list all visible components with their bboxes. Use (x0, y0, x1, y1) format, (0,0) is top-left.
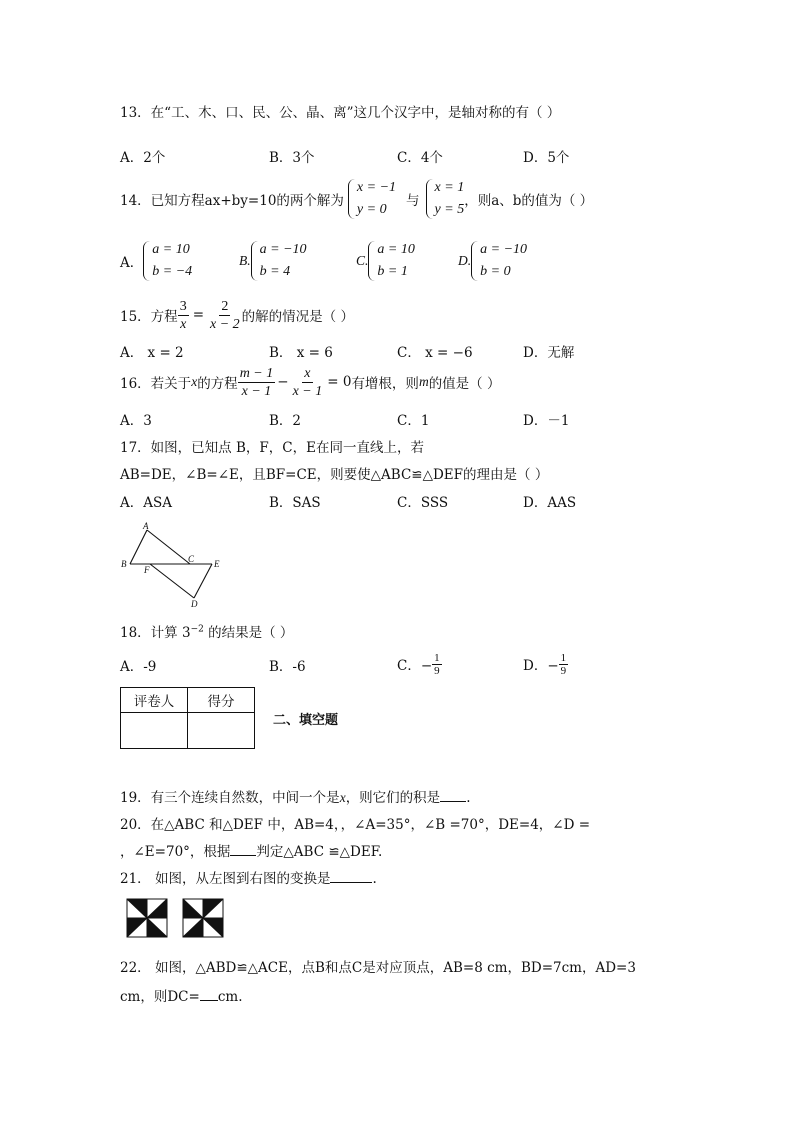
q17-label-b: B (121, 559, 127, 569)
q18-option-c-denominator: 9 (434, 664, 440, 677)
q15-option-a: A． x = 2 (120, 345, 184, 361)
q15-fraction-2-denominator: x − 2 (210, 316, 240, 332)
q21-stem (120, 867, 377, 887)
q14-stem-end: ，则a、b的值为（ ） (464, 193, 594, 209)
q15-stem (120, 296, 354, 334)
q16-option-b: B．2 (269, 413, 302, 429)
q14-option-b-row-2: b = 4 (259, 264, 291, 279)
q16-option-d: D．－1 (523, 413, 570, 429)
q19-stem-start: 19．有三个连续自然数，中间一个是 (120, 790, 340, 806)
q20-line-2-end: 判定△ABC ≌△DEF. (256, 844, 383, 860)
q16-minus: − (277, 374, 289, 390)
q18-option-c-label: C．− (397, 658, 433, 674)
q18-option-a: A．-9 (120, 659, 157, 675)
q16-stem (120, 362, 500, 402)
q18-option-c (397, 648, 442, 680)
q14-option-d-system (471, 239, 527, 283)
score-table-header-grader: 评卷人 (121, 688, 188, 713)
q17-segment-ac (147, 530, 190, 564)
section-2-title: 二、填空题 (273, 713, 339, 728)
q14-option-c (356, 238, 415, 284)
q14-option-b-label: B. (239, 253, 251, 268)
q14-option-a-row-2: b = −4 (152, 264, 193, 279)
q14-option-a-system (143, 239, 192, 283)
q18-option-d-numerator: 1 (560, 651, 567, 664)
q13-option-b: B．3个 (269, 150, 315, 166)
q22-line-1: 22． 如图，△ABD≌△ACE，点B和点C是对应顶点，AB=8 cm，BD=7cm，AD=3 (120, 960, 636, 976)
q14-stem-start: 14．已知方程ax+by=10的两个解为 (120, 193, 344, 209)
q17-label-d: D (191, 599, 198, 608)
q13-option-a: A．2个 (120, 150, 166, 166)
q17-label-f: F (144, 565, 150, 575)
q18-stem-start: 18．计算 3 (120, 625, 191, 641)
q16-option-a: A．3 (120, 413, 152, 429)
q14-option-d-label: D. (458, 253, 472, 268)
q18-stem (120, 621, 293, 641)
q15-stem-end: 的解的情况是（ ） (241, 309, 354, 325)
q22-line-2-end: cm. (217, 989, 243, 1005)
q18-option-d-label: D．− (523, 658, 559, 674)
q17-option-a: A．ASA (120, 495, 172, 511)
q17-option-d: D．AAS (523, 495, 577, 511)
q16-fraction-1 (238, 365, 276, 400)
q18-option-d (523, 648, 568, 680)
q17-line-1: 17．如图，已知点 B，F，C，E在同一直线上，若 (120, 440, 424, 456)
q18-option-d-denominator: 9 (560, 664, 567, 677)
q14-stem (120, 176, 593, 222)
q22-line-2-start: cm，则DC= (120, 989, 200, 1005)
q20-line-2 (120, 840, 382, 860)
q15-option-c: C． x = −6 (397, 345, 473, 361)
q14-system-1-row-2: y = 0 (356, 202, 387, 217)
q16-equals-zero: = 0 (327, 374, 352, 390)
q19-stem-middle: ，则它们的积是 (345, 790, 441, 806)
score-table (120, 687, 255, 749)
q16-stem-end: 的值是（ ） (428, 376, 501, 392)
q15-option-b: B． x = 6 (269, 345, 333, 361)
q15-option-d: D．无解 (523, 345, 575, 361)
q14-option-d-row-2: b = 0 (480, 264, 511, 279)
q22-answer-blank[interactable] (200, 1000, 218, 1001)
q14-option-d (458, 238, 527, 284)
q14-option-b (239, 238, 307, 284)
q17-segment-ed (194, 564, 212, 598)
q15-fraction-2-numerator: 2 (221, 298, 229, 314)
q16-fraction-2-denominator: x − 1 (292, 383, 323, 399)
q16-stem-start: 16．若关于 (120, 376, 192, 392)
q19-var-x: x (339, 790, 346, 805)
q14-option-c-system (368, 239, 414, 283)
q14-system-1 (348, 177, 396, 221)
q15-fraction-1 (178, 298, 189, 333)
q16-fraction-2 (291, 365, 325, 400)
score-table-header-score: 得分 (188, 688, 255, 713)
q13-option-c: C．4个 (397, 150, 443, 166)
q18-option-c-fraction (432, 652, 442, 677)
q17-option-b: B．SAS (269, 495, 321, 511)
q17-label-a: A (143, 521, 149, 531)
q21-left-pinwheel (125, 897, 169, 939)
q14-option-b-row-1: a = −10 (259, 242, 307, 257)
q14-option-c-row-1: a = 10 (377, 242, 415, 257)
q20-line-2-start: ，∠E=70°，根据 (120, 844, 231, 860)
q19-end: . (466, 790, 471, 806)
q15-fraction-2 (208, 298, 242, 333)
q21-end: . (372, 871, 377, 887)
q14-system-1-row-1: x = −1 (356, 180, 397, 195)
q14-option-a (120, 238, 192, 284)
q21-stem-text: 21． 如图，从左图到右图的变换是 (120, 871, 331, 887)
q17-segment-df (150, 564, 194, 598)
q18-option-b: B．-6 (269, 659, 306, 675)
q14-option-c-row-2: b = 1 (377, 264, 408, 279)
q17-segment-ab (130, 530, 147, 564)
q18-option-c-numerator: 1 (434, 651, 440, 664)
q19-stem (120, 786, 470, 806)
q21-answer-blank[interactable] (330, 882, 372, 883)
q16-stem-tail: 有增根，则 (351, 376, 419, 392)
q16-option-c: C．1 (397, 413, 430, 429)
q14-option-a-label: A． (120, 255, 144, 271)
q14-and: 与 (406, 193, 420, 209)
q16-stem-middle: 的方程 (197, 376, 238, 392)
q15-fraction-1-numerator: 3 (179, 298, 187, 314)
q14-system-2-row-1: x = 1 (434, 180, 465, 195)
q18-stem-end: 的结果是（ ） (203, 625, 294, 641)
q14-option-a-row-1: a = 10 (152, 242, 190, 257)
q15-fraction-1-denominator: x (180, 316, 187, 332)
q20-answer-blank[interactable] (230, 855, 256, 856)
q22-line-2 (120, 985, 242, 1005)
q18-exponent: −2 (190, 624, 204, 635)
q14-option-c-label: C. (356, 253, 369, 268)
q14-system-2-row-2: y = 5 (434, 202, 465, 217)
q13-option-d: D．5个 (523, 150, 570, 166)
q13-stem: 13．在“工、木、口、民、公、晶、离”这几个汉字中，是轴对称的有（ ） (120, 105, 561, 121)
q16-fraction-1-denominator: x − 1 (241, 383, 272, 399)
q17-figure (118, 520, 228, 608)
q17-line-2: AB=DE，∠B=∠E，且BF=CE，则要使△ABC≌△DEF的理由是（ ） (120, 467, 549, 483)
q17-option-c: C．SSS (397, 495, 449, 511)
score-table-cell-grader (121, 713, 188, 749)
q17-label-e: E (214, 559, 220, 569)
q17-label-c: C (188, 554, 195, 564)
score-table-cell-score (188, 713, 255, 749)
q14-option-b-system (251, 239, 307, 283)
q18-option-d-fraction (559, 652, 569, 677)
q16-fraction-1-numerator: m − 1 (239, 365, 274, 381)
q14-option-d-row-1: a = −10 (480, 242, 528, 257)
q21-right-pinwheel (181, 897, 225, 939)
q15-stem-start: 15．方程 (120, 309, 178, 325)
q15-equals: = (192, 307, 204, 323)
q16-var-m: m (418, 374, 429, 389)
q20-line-1: 20．在△ABC 和△DEF 中，AB=4，，∠A=35°，∠B =70°，DE=4，∠D = (120, 817, 591, 833)
q14-system-2 (426, 177, 465, 221)
q16-fraction-2-numerator: x (304, 365, 311, 381)
q19-answer-blank[interactable] (440, 801, 466, 802)
q16-var-x: x (191, 374, 198, 389)
